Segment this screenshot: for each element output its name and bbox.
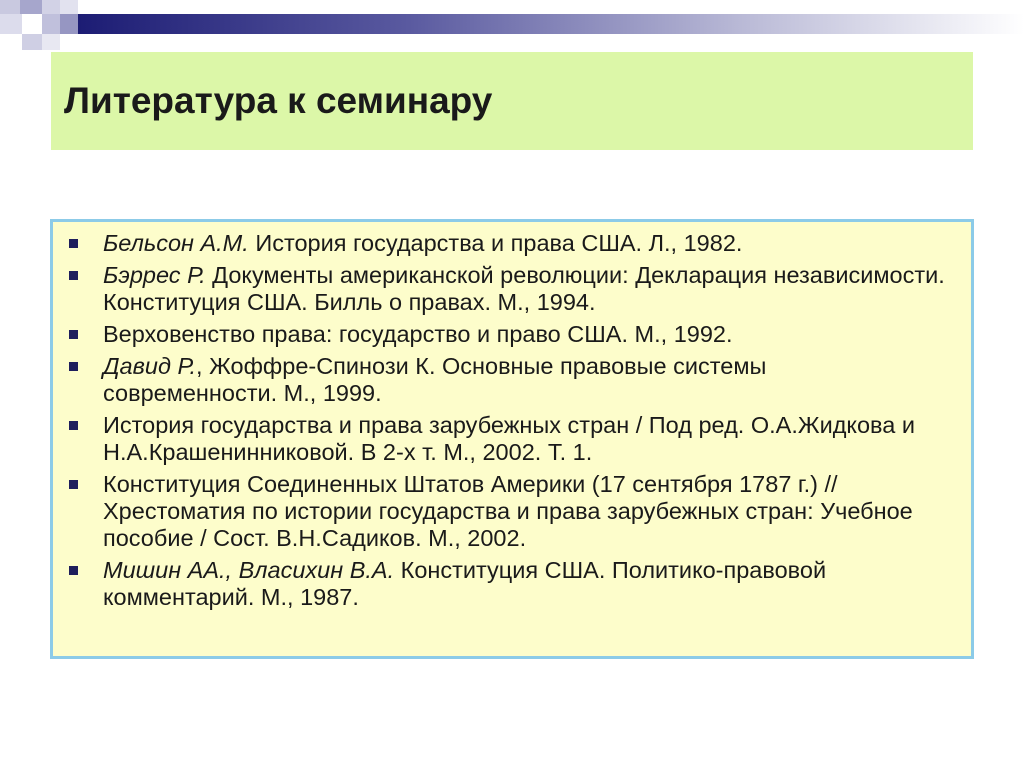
reference-item bbox=[67, 262, 947, 316]
reference-text: Конституция Соединенных Штатов Америки (17 сентября 1787 г.) // Хрестоматия по истории государства и права зарубежных стран: Учебное пособие / Сост. В.Н.Садиков. М., 2002. bbox=[103, 471, 913, 551]
reference-text: История государства и права США. Л., 1982. bbox=[248, 230, 743, 256]
reference-author: Бельсон А.М. bbox=[103, 230, 249, 256]
square-bullet-icon bbox=[69, 271, 78, 280]
decor-square bbox=[22, 14, 42, 34]
decor-square bbox=[20, 0, 42, 14]
references-box bbox=[50, 219, 974, 659]
reference-item bbox=[67, 471, 947, 552]
reference-item bbox=[67, 353, 947, 407]
decor-square bbox=[60, 0, 78, 14]
reference-text: История государства и права зарубежных стран / Под ред. О.А.Жидкова и Н.А.Крашенинниковой. В 2-х т. М., 2002. Т. 1. bbox=[103, 412, 915, 465]
references-list bbox=[67, 230, 947, 616]
square-bullet-icon bbox=[69, 480, 78, 489]
reference-item bbox=[67, 321, 947, 348]
reference-item bbox=[67, 557, 947, 611]
decor-square bbox=[22, 34, 42, 50]
reference-author: Мишин АА., Власихин В.А. bbox=[103, 557, 395, 583]
reference-author: Давид Р. bbox=[103, 353, 197, 379]
slide-title-box bbox=[51, 52, 973, 150]
reference-text: Документы американской революции: Декларация независимости. Конституция США. Билль о правах. М., 1994. bbox=[103, 262, 945, 315]
decor-square bbox=[0, 0, 20, 14]
square-bullet-icon bbox=[69, 362, 78, 371]
square-bullet-icon bbox=[69, 330, 78, 339]
reference-item bbox=[67, 412, 947, 466]
decorative-header-band bbox=[0, 0, 1024, 48]
reference-text: Конституция США. Политико-правовой комментарий. М., 1987. bbox=[103, 557, 827, 610]
decor-gradient-bar bbox=[78, 14, 1024, 34]
square-bullet-icon bbox=[69, 239, 78, 248]
decor-square bbox=[42, 34, 60, 50]
decor-square bbox=[42, 0, 60, 14]
slide-title: Литература к семинару bbox=[64, 80, 493, 121]
square-bullet-icon bbox=[69, 566, 78, 575]
reference-author: Бэррес Р. bbox=[103, 262, 206, 288]
reference-item bbox=[67, 230, 947, 257]
decor-square bbox=[60, 14, 78, 34]
square-bullet-icon bbox=[69, 421, 78, 430]
reference-text: , Жоффре-Спинози К. Основные правовые системы современности. М., 1999. bbox=[103, 353, 767, 406]
decor-square bbox=[0, 14, 22, 34]
reference-text: Верховенство права: государство и право США. М., 1992. bbox=[103, 321, 733, 347]
decor-square bbox=[42, 14, 60, 34]
